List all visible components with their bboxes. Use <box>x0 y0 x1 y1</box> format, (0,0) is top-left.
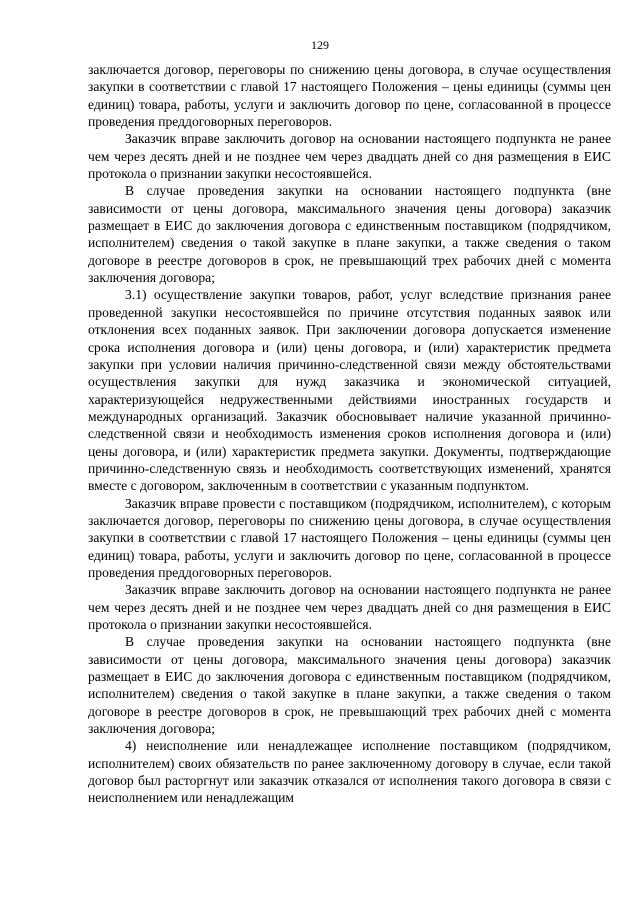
paragraph-1: заключается договор, переговоры по снижению цены договора, в случае осуществления закупки в соответствии с главой 17 настоящего Положения – цены единицы (суммы цен единиц) товара, работы, услуги и заключить договор по цене, согласованной в процессе проведения преддоговорных переговоров. <box>88 62 611 130</box>
paragraph-2: Заказчик вправе заключить договор на основании настоящего подпункта не ранее чем через десять дней и не позднее чем через двадцать дней со дня размещения в ЕИС протокола о признании закупки несостоявшейся. <box>88 131 611 182</box>
paragraph-5: Заказчик вправе провести с поставщиком (подрядчиком, исполнителем), с которым заключается договор, переговоры по снижению цены договора, в случае осуществления закупки в соответствии с главой 17 настоящего Положения – цены единицы (суммы цен единиц) товара, работы, услуги и заключить договор по цене, согласованной в процессе проведения преддоговорных переговоров. <box>88 495 611 580</box>
paragraph-4: 3.1) осуществление закупки товаров, работ, услуг вследствие признания ранее проведенной закупки несостоявшейся по причине отсутствия поданных заявок или отклонения всех поданных заявок. При заключении договора допускается изменение срока исполнения договора и (или) цены договора, и (или) характеристик предмета закупки при условии наличия причинно-следственной связи между обстоятельствами осуществления закупки для нужд заказчика и экономической ситуацией, характеризующейся недружественными действиями иностранных государств и международных организаций. Заказчик обосновывает наличие указанной причинно-следственной связи и необходимость изменения сроков исполнения договора и (или) цены договора, и (или) характеристик предмета закупки. Документы, подтверждающие причинно-следственную связь и необходимость соответствующих изменений, хранятся вместе с договором, заключенным в соответствии с указанным подпунктом. <box>88 287 611 494</box>
paragraph-6: Заказчик вправе заключить договор на основании настоящего подпункта не ранее чем через десять дней и не позднее чем через двадцать дней со дня размещения в ЕИС протокола о признании закупки несостоявшейся. <box>88 582 611 632</box>
page-number: 129 <box>311 38 329 52</box>
paragraph-3: В случае проведения закупки на основании настоящего подпункта (вне зависимости от цены договора, максимального значения цены договора) заказчик размещает в ЕИС до заключения договора с единственным поставщиком (подрядчиком, исполнителем) сведения о такой закупке в плане закупки, а также сведения о таком договоре в реестре договоров в срок, не превышающий трех рабочих дней с момента заключения договора; <box>88 183 611 286</box>
paragraph-7: В случае проведения закупки на основании настоящего подпункта (вне зависимости от цены договора, максимального значения цены договора) заказчик размещает в ЕИС до заключения договора с единственным поставщиком (подрядчиком, исполнителем) сведения о такой закупке в плане закупки, а также сведения о таком договоре в реестре договоров в срок, не превышающий трех рабочих дней с момента заключения договора; <box>88 634 611 737</box>
document-body <box>88 61 611 807</box>
paragraph-8: 4) неисполнение или ненадлежащее исполнение поставщиком (подрядчиком, исполнителем) своих обязательств по ранее заключенному договору в случае, если такой договор был расторгнут или заказчик отказался от исполнения такого договора в связи с неисполнением или ненадлежащим <box>88 738 611 806</box>
